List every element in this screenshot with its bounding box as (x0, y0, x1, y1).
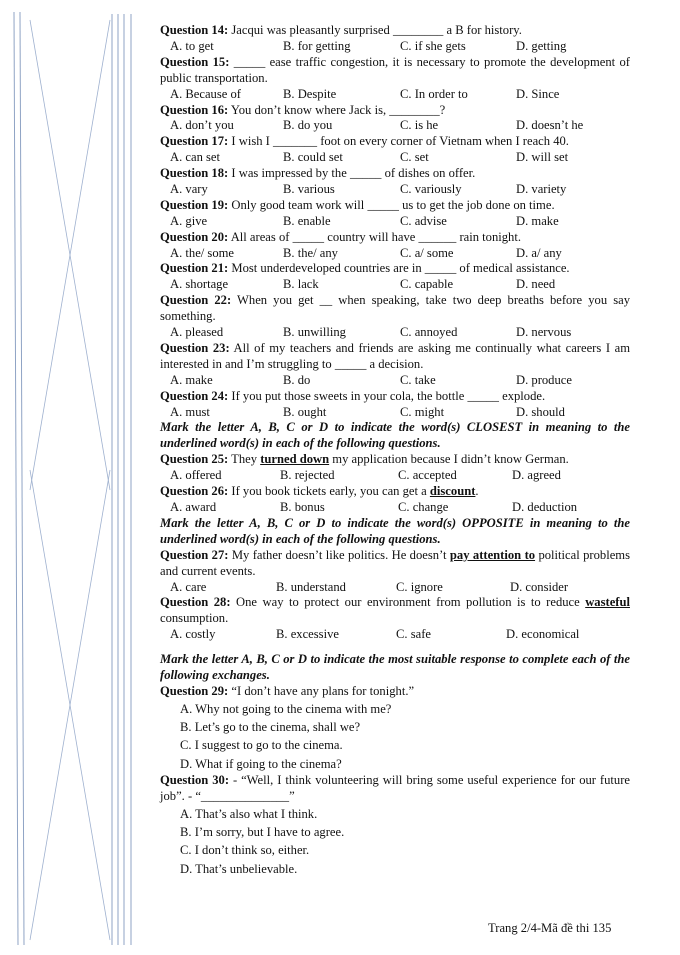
section-instruction-response: Mark the letter A, B, C or D to indicate the most suitable response to complete each of the following exchanges. (160, 652, 630, 683)
option-c: C. capable (400, 277, 454, 292)
option-b: B. the/ any (283, 245, 338, 260)
option-d: D. Since (516, 86, 560, 101)
option-b: B. ought (283, 404, 327, 419)
question-label: Question 19: (160, 197, 229, 212)
question-label: Question 18: (160, 166, 229, 181)
question-20: Question 20: All areas of _____ country will have ______ rain tonight. A. the/ some B. the/ any C. a/ some D. a/ any (160, 230, 630, 262)
option-b: B. various (283, 182, 335, 196)
option-a: A. costly (170, 627, 216, 642)
question-label: Question 21: (160, 261, 229, 276)
question-28: Question 28: One way to protect our environment from pollution is to reduce wasteful consumption. A. costly B. excessive C. safe D. economical (160, 595, 630, 642)
question-label: Question 24: (160, 388, 229, 403)
option-a: A. must (170, 404, 210, 419)
option-c: C. if she gets (400, 38, 466, 53)
answer-options (160, 405, 630, 421)
question-18: Question 18: I was impressed by the _____ of dishes on offer. A. vary B. various C. variously D. variety (160, 166, 630, 198)
option-a: A. That’s also what I think. (180, 806, 318, 821)
option-c: C. In order to (400, 86, 468, 101)
option-b: B. unwilling (283, 325, 346, 340)
question-15: Question 15: _____ ease traffic congestion, it is necessary to promote the development of public transportation. A. Because of B. Despite C. In order to D. Since (160, 54, 630, 101)
option-a: A. shortage (170, 277, 229, 292)
option-d: D. nervous (516, 325, 572, 340)
question-label: Question 29: (160, 683, 229, 698)
option-d: D. agreed (512, 468, 561, 483)
question-30: Question 30: - “Well, I think volunteering will bring some useful experience for our future job”. - “______________” A. That’s also what I think. B. I’m sorry, but I have to agree. C. I don’t think so, either. D. That’s unbelievable. (160, 773, 630, 878)
question-14: Question 14: Jacqui was pleasantly surprised ________ a B for history. A. to get B. for getting C. if she gets D. getting (160, 23, 630, 55)
question-label: Question 14: (160, 23, 229, 37)
option-b: B. understand (276, 579, 346, 594)
question-29: Question 29: “I don’t have any plans for tonight.” A. Why not going to the cinema with me? B. Let’s go to the cinema, shall we? C. I suggest to go to the cinema. D. What if going to the cinema? (160, 684, 630, 773)
option-d: D. will set (516, 150, 569, 165)
option-a: A. the/ some (170, 245, 235, 260)
option-c: C. safe (396, 627, 431, 642)
option-c: C. is he (400, 118, 439, 133)
option-b: B. bonus (280, 500, 325, 514)
question-label: Question 27: (160, 547, 229, 562)
question-27: Question 27: My father doesn’t like politics. He doesn’t pay attention to political problems and current events. A. care B. understand C. ignore D. consider (160, 547, 630, 594)
option-a: A. care (170, 579, 207, 594)
section-instruction-opposite: Mark the letter A, B, C or D to indicate the word(s) OPPOSITE in meaning to the underlined word(s) in each of the following questions. (160, 515, 630, 546)
option-d: D. variety (516, 182, 567, 196)
option-b: B. I’m sorry, but I have to agree. (180, 825, 345, 840)
option-c: C. I don’t think so, either. (180, 843, 310, 858)
option-a: A. make (170, 372, 213, 387)
option-d: D. doesn’t he (516, 118, 584, 133)
exam-content (160, 23, 630, 878)
underlined-keyword: turned down (260, 452, 330, 467)
answer-options (160, 246, 630, 262)
option-c: C. annoyed (400, 325, 458, 340)
question-label: Question 22: (160, 293, 232, 308)
question-label: Question 23: (160, 340, 230, 355)
option-b: B. Let’s go to the cinema, shall we? (180, 720, 361, 735)
underlined-keyword: pay attention to (449, 547, 536, 562)
option-d: D. getting (516, 38, 567, 53)
option-c: C. take (400, 372, 436, 387)
question-label: Question 28: (160, 595, 231, 610)
option-b: B. rejected (280, 468, 335, 483)
question-label: Question 17: (160, 134, 229, 149)
question-label: Question 15: (160, 54, 230, 69)
option-c: C. set (400, 150, 429, 165)
option-c: C. might (400, 404, 445, 419)
answer-options (160, 373, 630, 389)
option-d: D. produce (516, 372, 572, 387)
option-a: A. can set (170, 150, 221, 165)
option-a: A. to get (170, 38, 214, 53)
question-label: Question 30: (160, 773, 230, 788)
option-b: B. do you (283, 118, 333, 133)
option-d: D. make (516, 213, 559, 228)
option-d: D. economical (506, 627, 580, 642)
option-c: C. change (398, 500, 449, 514)
question-24: Question 24: If you put those sweets in your cola, the bottle _____ explode. A. must B. ought C. might D. should (160, 389, 630, 421)
answer-options (160, 277, 630, 293)
option-a: A. vary (170, 182, 208, 196)
left-margin-decoration (0, 0, 160, 955)
option-b: B. Despite (283, 86, 337, 101)
option-a: A. Because of (170, 86, 241, 101)
option-d: D. a/ any (516, 245, 562, 260)
question-label: Question 16: (160, 102, 229, 117)
option-a: A. give (170, 213, 208, 228)
question-label: Question 20: (160, 229, 229, 244)
underlined-keyword: discount (429, 484, 476, 499)
answer-options (160, 182, 630, 198)
question-21: Question 21: Most underdeveloped countries are in _____ of medical assistance. A. shortage B. lack C. capable D. need (160, 261, 630, 293)
question-25: Question 25: They turned down my application because I didn’t know German. A. offered B. rejected C. accepted D. agreed (160, 452, 630, 484)
question-label: Question 26: (160, 484, 229, 499)
answer-options (160, 87, 630, 103)
answer-options (160, 118, 630, 134)
option-b: B. excessive (276, 627, 339, 642)
answer-options (160, 627, 630, 643)
option-c: C. ignore (396, 579, 443, 594)
question-22: Question 22: When you get __ when speaking, take two deep breaths before you say something. A. pleased B. unwilling C. annoyed D. nervous (160, 293, 630, 340)
option-c: C. accepted (398, 468, 457, 483)
answer-options (160, 214, 630, 230)
underlined-keyword: wasteful (585, 595, 630, 610)
option-d: D. need (516, 277, 556, 292)
option-d: D. deduction (512, 500, 578, 514)
option-b: B. for getting (283, 38, 351, 53)
answer-options (160, 468, 630, 484)
option-d: D. That’s unbelievable. (180, 861, 298, 876)
option-b: B. do (283, 372, 311, 387)
option-a: A. don’t you (170, 118, 234, 133)
option-a: A. award (170, 500, 217, 514)
option-a: A. Why not going to the cinema with me? (180, 701, 392, 716)
answer-options (160, 325, 630, 341)
question-17: Question 17: I wish I _______ foot on every corner of Vietnam when I reach 40. A. can set B. could set C. set D. will set (160, 134, 630, 166)
option-a: A. pleased (170, 325, 224, 340)
answer-options (160, 500, 630, 516)
option-b: B. lack (283, 277, 319, 292)
answer-options (160, 580, 630, 596)
option-c: C. I suggest to go to the cinema. (180, 738, 343, 753)
question-16: Question 16: You don’t know where Jack is, ________? A. don’t you B. do you C. is he D. doesn’t he (160, 103, 630, 135)
option-c: C. advise (400, 213, 447, 228)
answer-options (160, 150, 630, 166)
option-a: A. offered (170, 468, 222, 483)
page-footer: Trang 2/4-Mã đề thi 135 (488, 921, 612, 935)
answer-options (160, 39, 630, 55)
option-b: B. could set (283, 150, 343, 165)
question-26: Question 26: If you book tickets early, you can get a discount. A. award B. bonus C. change D. deduction (160, 484, 630, 516)
question-label: Question 25: (160, 452, 229, 467)
option-d: D. consider (510, 579, 569, 594)
section-instruction-closest: Mark the letter A, B, C or D to indicate the word(s) CLOSEST in meaning to the underlined word(s) in each of the following questions. (160, 420, 630, 451)
option-d: D. What if going to the cinema? (180, 756, 342, 771)
question-19: Question 19: Only good team work will _____ us to get the job done on time. A. give B. enable C. advise D. make (160, 198, 630, 230)
option-b: B. enable (283, 213, 331, 228)
option-d: D. should (516, 404, 565, 419)
option-c: C. variously (400, 182, 462, 196)
option-c: C. a/ some (400, 245, 454, 260)
question-23: Question 23: All of my teachers and friends are asking me continually what careers I am interested in and I’m struggling to _____ a decision. A. make B. do C. take D. produce (160, 340, 630, 387)
